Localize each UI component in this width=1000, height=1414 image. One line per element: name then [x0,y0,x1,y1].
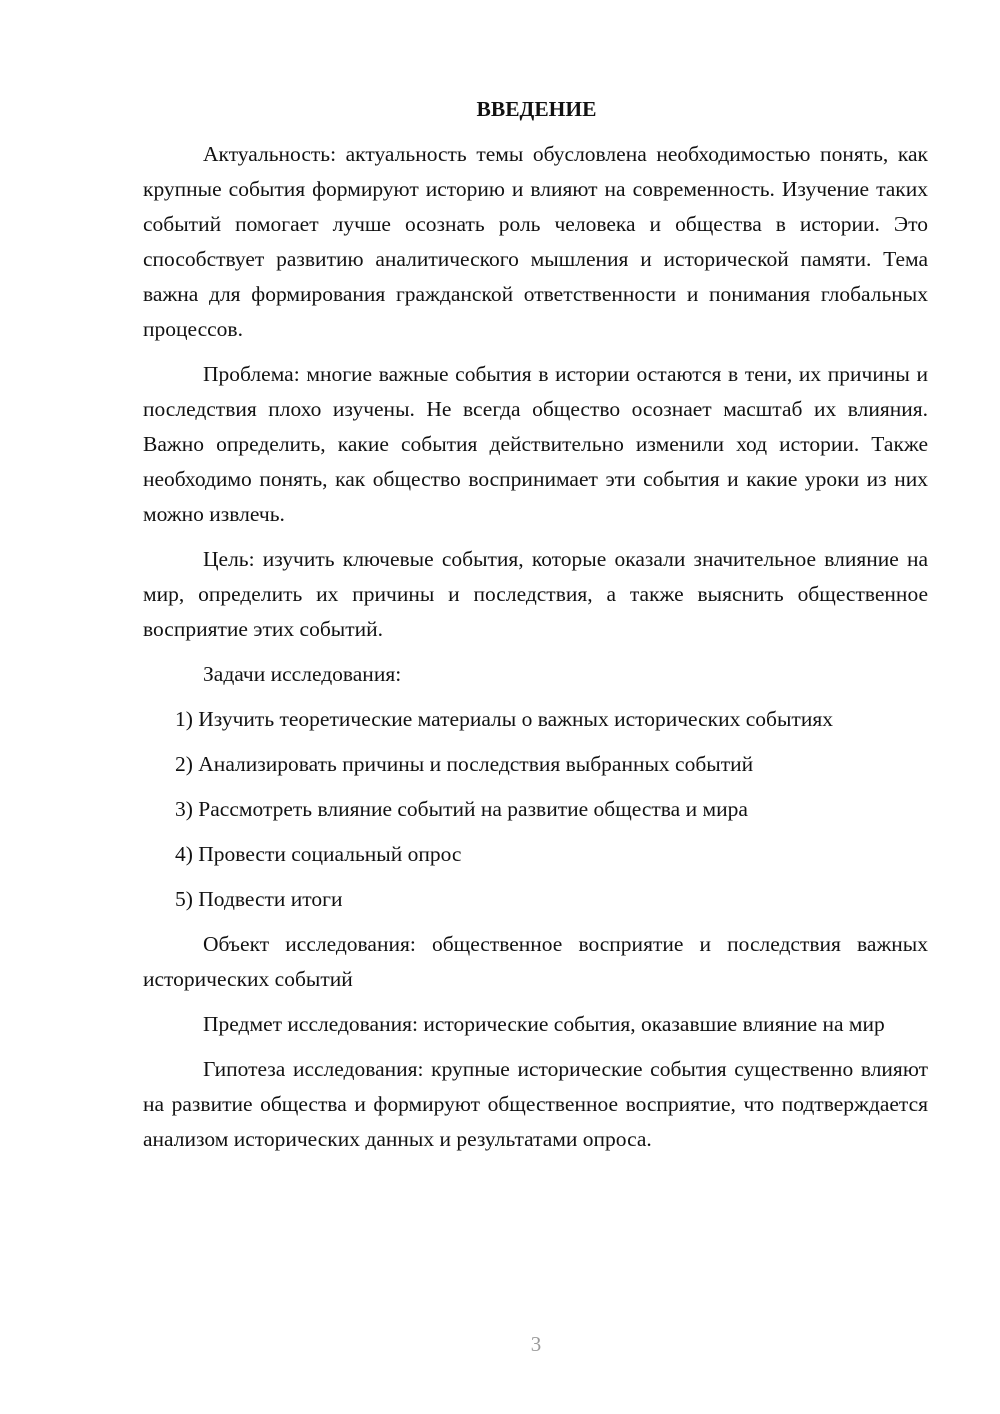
paragraph-relevance: Актуальность: актуальность темы обусловлена необходимостью понять, как крупные события формируют историю и влияют на современность. Изучение таких событий помогает лучше осознать роль человека и общества в истории. Это способствует развитию аналитического мышления и исторической памяти. Тема важна для формирования гражданской ответственности и понимания глобальных процессов. [143,142,928,341]
page-number: 3 [530,1332,542,1356]
paragraph-subject: Предмет исследования: исторические события, оказавшие влияние на мир [203,1012,885,1036]
list-item: 4) Провести социальный опрос [175,842,462,866]
tasks-list [143,702,928,917]
list-item: 3) Рассмотреть влияние событий на развитие общества и мира [175,797,748,821]
document-page [143,92,928,1167]
paragraph-goal: Цель: изучить ключевые события, которые оказали значительное влияние на мир, определить их причины и последствия, а также выяснить общественное восприятие этих событий. [143,547,928,641]
paragraph-problem: Проблема: многие важные события в истории остаются в тени, их причины и последствия плохо изучены. Не всегда общество осознает масштаб их влияния. Важно определить, какие события действительно изменили ход истории. Также необходимо понять, как общество воспринимает эти события и какие уроки из них можно извлечь. [143,362,928,526]
tasks-heading: Задачи исследования: [203,662,402,686]
list-item: 1) Изучить теоретические материалы о важных исторических событиях [175,707,833,731]
paragraph-object: Объект исследования: общественное восприятие и последствия важных исторических событий [143,932,928,991]
paragraph-hypothesis: Гипотеза исследования: крупные исторические события существенно влияют на развитие общества и формируют общественное восприятие, что подтверждается анализом исторических данных и результатами опроса. [143,1057,928,1151]
page-title: ВВЕДЕНИЕ [476,97,597,121]
list-item: 5) Подвести итоги [175,887,343,911]
list-item: 2) Анализировать причины и последствия выбранных событий [175,752,754,776]
